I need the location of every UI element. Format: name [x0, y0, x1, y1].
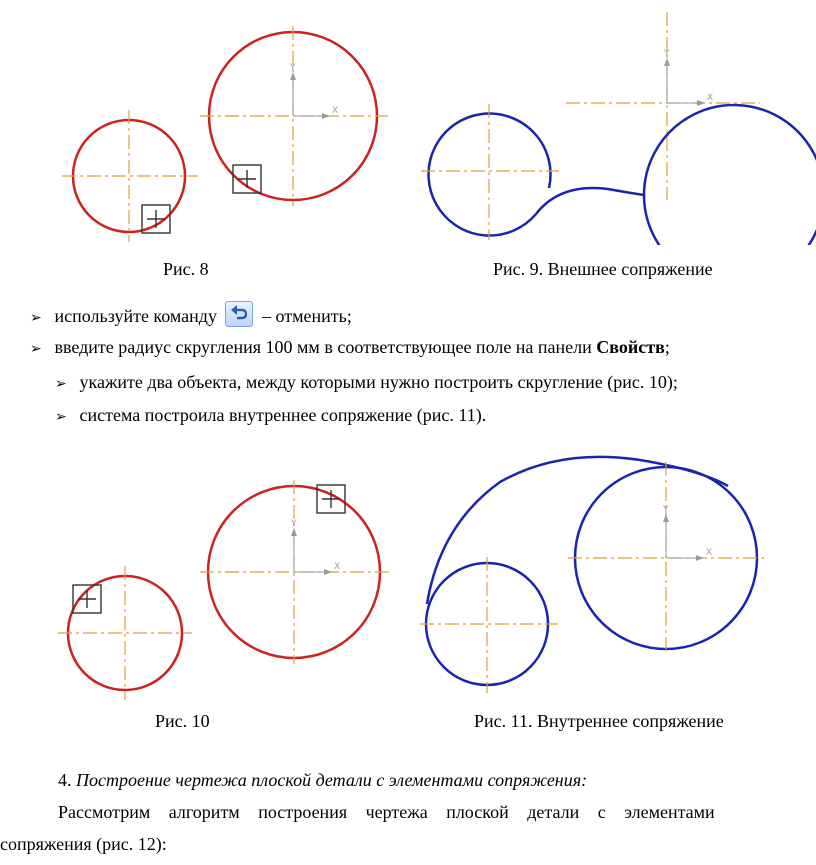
bullet-select-objects: [55, 372, 678, 393]
figures-bottom: [0, 450, 816, 705]
figures-top: [0, 0, 816, 245]
fig9-caption: Рис. 9. Внешнее сопряжение: [493, 259, 713, 279]
fig9-y-label: Y: [664, 49, 670, 59]
bullet-select-objects-text: укажите два объекта, между которыми нужно построить скругление (рис. 10);: [79, 372, 678, 392]
bullet-arrow-icon: ➢: [55, 409, 67, 425]
fig11-caption: Рис. 11. Внутреннее сопряжение: [474, 711, 724, 731]
fig11-large-circle: [568, 462, 764, 654]
section-number: 4.: [58, 770, 72, 790]
section-paragraph-line1: Рассмотрим алгоритм построения чертежа плоской детали с элементами: [58, 802, 715, 822]
bullet-radius: [30, 337, 670, 358]
bullet-undo-text: используйте команду: [54, 306, 217, 326]
bullet-system-built: [55, 405, 486, 426]
fig11-small-circle: [420, 557, 558, 693]
fig8-caption: Рис. 8: [163, 259, 209, 279]
section-title: Построение чертежа плоской детали с элементами сопряжения:: [76, 770, 588, 790]
fig10-x-label: X: [334, 562, 341, 572]
fig8-small-circle: [62, 110, 198, 242]
section-heading: [58, 770, 587, 791]
fig9-x-label: X: [707, 93, 714, 103]
bullet-radius-text: введите радиус скругления 100 мм в соответствующее поле на панели: [54, 337, 597, 357]
fig9-large-circle: [566, 12, 816, 245]
fig10-caption: Рис. 10: [155, 711, 210, 731]
bullet-system-built-text: система построила внутреннее сопряжение (рис. 11).: [79, 405, 487, 425]
undo-button[interactable]: [225, 301, 253, 327]
bullet-radius-bold: Свойств: [596, 337, 665, 357]
fig8-large-circle: [200, 26, 388, 206]
bullet-arrow-icon: ➢: [30, 310, 42, 326]
fig9-small-circle: [421, 104, 559, 240]
fig8-y-label: Y: [290, 63, 296, 73]
bullet-radius-end: ;: [664, 337, 670, 357]
section-paragraph-line2: сопряжения (рис. 12):: [0, 834, 167, 854]
fig11-y-label: Y: [663, 505, 669, 515]
bullet-arrow-icon: ➢: [30, 341, 42, 357]
fig10-y-label: Y: [291, 519, 297, 529]
bullet-undo: [30, 301, 352, 327]
fig8-x-label: X: [332, 106, 339, 116]
undo-icon: [226, 302, 252, 326]
bullet-arrow-icon: ➢: [55, 376, 67, 392]
fig9-fillet-arc: [536, 188, 644, 214]
fig10-large-circle: [200, 480, 390, 664]
fig10-small-circle: [58, 566, 192, 700]
fig11-x-label: X: [706, 548, 713, 558]
bullet-undo-after: – отменить;: [261, 306, 352, 326]
